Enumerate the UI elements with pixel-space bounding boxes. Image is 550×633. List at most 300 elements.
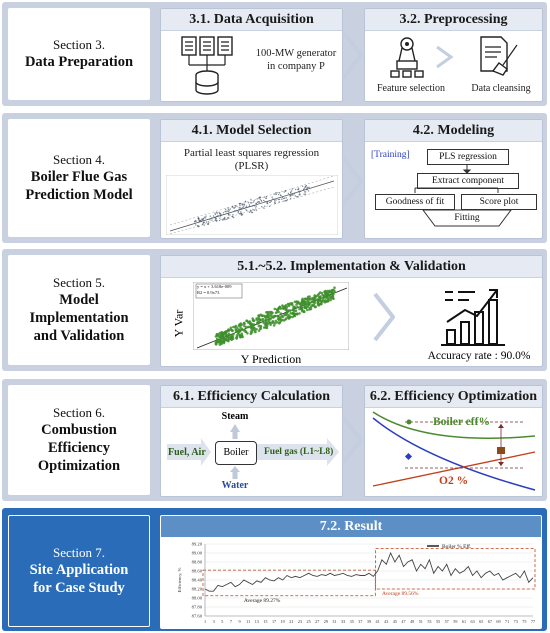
- implementation-point: [278, 322, 281, 325]
- result-x-tick: 35: [349, 619, 354, 624]
- implementation-point: [324, 293, 327, 296]
- arrow-4-icon: [341, 156, 363, 206]
- plsr-point: [242, 204, 243, 205]
- implementation-point: [220, 337, 223, 340]
- implementation-point: [258, 329, 261, 332]
- plsr-point: [209, 219, 210, 220]
- implementation-point: [246, 319, 249, 322]
- implementation-point: [215, 342, 218, 345]
- implementation-point: [249, 320, 252, 323]
- plsr-point: [232, 214, 233, 215]
- section5-title-line3: and Validation: [33, 328, 125, 344]
- plsr-point: [269, 202, 270, 203]
- plsr-point: [237, 212, 238, 213]
- result-x-tick: 37: [358, 619, 363, 624]
- model-selection-panel: [160, 119, 343, 239]
- plsr-point: [276, 192, 277, 193]
- plsr-point: [211, 219, 212, 220]
- plsr-point: [271, 196, 272, 197]
- plsr-point: [241, 213, 242, 214]
- plsr-point: [234, 210, 235, 211]
- document-cleansing-icon: [477, 33, 521, 77]
- generator-text: 100-MW generator in company P: [255, 48, 337, 72]
- result-x-tick: 45: [392, 619, 397, 624]
- implementation-point: [230, 328, 233, 331]
- plsr-point: [257, 202, 258, 203]
- plsr-point: [220, 213, 221, 214]
- plsr-point: [224, 217, 225, 218]
- result-x-tick: 33: [341, 619, 346, 624]
- fuel-gas-label: Fuel gas (L1~L8): [264, 447, 334, 457]
- plsr-point: [220, 214, 221, 215]
- plsr-point: [197, 225, 198, 226]
- plsr-point: [274, 194, 275, 195]
- implementation-point: [272, 320, 275, 323]
- section6-number: Section 6.: [53, 405, 105, 420]
- implementation-point: [331, 295, 334, 298]
- plsr-point: [239, 203, 240, 204]
- implementation-point: [311, 297, 314, 300]
- plsr-point: [302, 186, 303, 187]
- plsr-text-line1: Partial least squares regression: [183, 147, 320, 159]
- result-y-tick: 88.60: [191, 568, 202, 574]
- plsr-point: [199, 221, 200, 222]
- plsr-point: [203, 222, 204, 223]
- implementation-point: [291, 312, 294, 315]
- robot-arm-icon: [387, 35, 431, 79]
- plsr-point: [228, 209, 229, 210]
- efficiency-optimization-title: 6.2. Efficiency Optimization: [365, 386, 542, 408]
- plsr-point: [216, 218, 217, 219]
- implementation-point: [314, 305, 317, 308]
- implementation-point: [239, 335, 242, 338]
- plsr-point: [280, 194, 281, 195]
- pls-regression-box: PLS regression: [427, 149, 509, 165]
- implementation-title: 5.1.~5.2. Implementation & Validation: [161, 256, 542, 278]
- result-x-tick: 25: [306, 619, 311, 624]
- implementation-point: [278, 306, 281, 309]
- section6-title-line3: Optimization: [37, 458, 121, 474]
- implementation-point: [333, 289, 336, 292]
- water-label: Water: [221, 480, 249, 491]
- result-x-tick: 61: [461, 619, 467, 624]
- result-x-tick: 63: [470, 619, 475, 624]
- plsr-point: [275, 199, 276, 200]
- plsr-point: [300, 191, 301, 192]
- implementation-panel: [160, 255, 543, 367]
- implementation-point: [257, 314, 260, 317]
- plsr-point: [297, 189, 298, 190]
- goodness-of-fit-box: Goodness of fit: [375, 194, 455, 210]
- arrow-5-icon: [373, 292, 395, 342]
- plsr-point: [204, 217, 205, 218]
- plsr-point: [258, 197, 259, 198]
- plsr-point: [252, 205, 253, 206]
- efficiency-optimization-panel: [364, 385, 543, 497]
- plsr-point: [245, 207, 246, 208]
- implementation-point: [292, 309, 295, 312]
- implementation-point: [227, 335, 230, 338]
- implementation-point: [219, 343, 222, 346]
- plsr-point: [292, 194, 293, 195]
- plsr-point: [279, 199, 280, 200]
- implementation-point: [324, 299, 327, 302]
- implementation-point: [232, 336, 235, 339]
- plsr-point: [264, 206, 265, 207]
- implementation-point: [313, 299, 316, 302]
- result-x-tick: 23: [297, 619, 303, 624]
- result-x-tick: 5: [221, 619, 224, 624]
- plsr-point: [284, 198, 285, 199]
- plsr-point: [306, 189, 307, 190]
- plsr-point: [246, 210, 247, 211]
- section7-number: Section 7.: [53, 545, 105, 560]
- arrow-3-icon: [341, 30, 363, 80]
- plsr-point: [240, 211, 241, 212]
- plsr-point: [274, 200, 275, 201]
- result-panel: [160, 515, 542, 629]
- implementation-point: [235, 325, 238, 328]
- plsr-point: [291, 190, 292, 191]
- implementation-point: [275, 312, 278, 315]
- implementation-point: [328, 291, 331, 294]
- implementation-point: [271, 312, 274, 315]
- plsr-point: [200, 220, 201, 221]
- implementation-point: [219, 332, 222, 335]
- plsr-point: [228, 211, 229, 212]
- result-y-tick: 88.80: [191, 559, 202, 565]
- y-var-label: Y Var: [171, 309, 186, 338]
- plsr-point: [215, 214, 216, 215]
- efficiency-calculation-title: 6.1. Efficiency Calculation: [161, 386, 342, 408]
- plsr-point: [257, 198, 258, 199]
- plsr-point: [254, 210, 255, 211]
- result-x-tick: 17: [271, 619, 277, 624]
- plsr-point: [255, 207, 256, 208]
- plsr-point: [282, 197, 283, 198]
- plsr-point: [219, 220, 220, 221]
- section3-number: Section 3.: [53, 37, 105, 52]
- implementation-point: [251, 331, 254, 334]
- plsr-point: [206, 221, 207, 222]
- plsr-point: [236, 206, 237, 207]
- plsr-point: [251, 212, 252, 213]
- plsr-point: [195, 220, 196, 221]
- implementation-point: [294, 313, 297, 316]
- implementation-point: [265, 311, 268, 314]
- plsr-point: [260, 199, 261, 200]
- implementation-point: [275, 320, 278, 323]
- implementation-point: [283, 319, 286, 322]
- implementation-point: [262, 320, 265, 323]
- result-x-tick: 55: [435, 619, 441, 624]
- implementation-point: [319, 291, 322, 294]
- plsr-text: [161, 147, 342, 173]
- plsr-point: [239, 213, 240, 214]
- plsr-point: [239, 209, 240, 210]
- result-y-tick: 88.00: [191, 595, 202, 601]
- plsr-point: [290, 198, 291, 199]
- section5-title-line2: Implementation: [29, 310, 129, 326]
- plsr-point: [263, 208, 264, 209]
- result-x-tick: 59: [453, 619, 458, 624]
- plsr-point: [266, 198, 267, 199]
- plsr-point: [259, 201, 260, 202]
- plsr-point: [230, 208, 231, 209]
- plsr-point: [305, 186, 306, 187]
- score-plot-box: Score plot: [461, 194, 537, 210]
- implementation-point: [251, 324, 254, 327]
- result-x-tick: 65: [479, 619, 484, 624]
- result-x-tick: 67: [487, 619, 492, 624]
- plsr-point: [295, 195, 296, 196]
- result-x-tick: 57: [444, 619, 449, 624]
- plsr-point: [250, 202, 251, 203]
- plsr-point: [232, 206, 233, 207]
- plsr-point: [256, 203, 257, 204]
- implementation-point: [273, 324, 276, 327]
- plsr-point: [226, 219, 227, 220]
- implementation-point: [265, 319, 268, 322]
- implementation-point: [268, 321, 271, 324]
- plsr-point: [227, 210, 228, 211]
- implementation-point: [294, 301, 297, 304]
- implementation-point: [227, 328, 230, 331]
- legend-label: Boiler % Eff.: [442, 544, 472, 550]
- result-x-tick: 51: [418, 619, 423, 624]
- implementation-point: [232, 326, 235, 329]
- implementation-point: [307, 306, 310, 309]
- plsr-point: [285, 190, 286, 191]
- plsr-point: [252, 209, 253, 210]
- plsr-point: [299, 194, 300, 195]
- implementation-point: [333, 286, 336, 289]
- efficiency-calculation-panel: [160, 385, 343, 497]
- result-x-tick: 7: [229, 619, 232, 624]
- result-y-tick: 87.60: [191, 613, 202, 619]
- plsr-point: [256, 210, 257, 211]
- modeling-panel: [364, 119, 543, 239]
- plsr-point: [283, 200, 284, 201]
- result-x-tick: 75: [522, 619, 527, 624]
- plsr-point: [271, 201, 272, 202]
- implementation-point: [265, 323, 268, 326]
- implementation-point: [281, 304, 284, 307]
- plsr-point: [303, 194, 304, 195]
- implementation-point: [223, 341, 226, 344]
- implementation-point: [325, 296, 328, 299]
- plsr-point: [274, 201, 275, 202]
- plsr-point: [269, 206, 270, 207]
- plsr-point: [227, 207, 228, 208]
- steam-label: Steam: [221, 411, 249, 422]
- result-x-tick: 31: [332, 619, 337, 624]
- plsr-point: [217, 215, 218, 216]
- preprocessing-title: 3.2. Preprocessing: [365, 9, 542, 31]
- boiler-box: Boiler: [215, 441, 257, 465]
- training-label: [Training]: [371, 150, 410, 160]
- plsr-point: [279, 192, 280, 193]
- implementation-point: [266, 314, 269, 317]
- plsr-point: [290, 191, 291, 192]
- result-x-tick: 73: [513, 619, 518, 624]
- plsr-point: [239, 205, 240, 206]
- plsr-point: [214, 213, 215, 214]
- plsr-point: [198, 218, 199, 219]
- plsr-point: [303, 189, 304, 190]
- implementation-point: [285, 304, 288, 307]
- result-y-tick: 89.00: [191, 550, 202, 556]
- implementation-point: [254, 330, 257, 333]
- section4-title-line1: Boiler Flue Gas: [30, 169, 128, 185]
- plsr-point: [261, 200, 262, 201]
- implementation-point: [266, 327, 269, 330]
- implementation-point: [240, 327, 243, 330]
- plsr-point: [295, 189, 296, 190]
- boiler-eff-label: Boiler eff%: [433, 416, 490, 428]
- implementation-point: [319, 299, 322, 302]
- section7-title-line2: for Case Study: [33, 580, 125, 596]
- extract-component-box: Extract component: [417, 173, 519, 189]
- implementation-point: [291, 303, 294, 306]
- result-x-tick: 29: [323, 619, 328, 624]
- implementation-point: [307, 300, 310, 303]
- result-line-chart: [161, 538, 541, 628]
- plsr-point: [201, 219, 202, 220]
- implementation-point: [225, 331, 228, 334]
- implementation-point: [292, 305, 295, 308]
- average-before-label: Average 89.27%: [243, 597, 281, 604]
- plsr-point: [241, 208, 242, 209]
- plsr-point: [274, 202, 275, 203]
- result-x-tick: 21: [289, 619, 294, 624]
- implementation-point: [235, 337, 238, 340]
- plsr-point: [224, 211, 225, 212]
- plsr-point: [284, 191, 285, 192]
- plsr-point: [294, 193, 295, 194]
- plsr-point: [207, 223, 208, 224]
- implementation-point: [285, 317, 288, 320]
- result-y-axis-label: Efficiency, %: [177, 567, 182, 593]
- arrow-right-icon: [435, 45, 455, 69]
- implementation-point: [255, 317, 258, 320]
- arrow-6-icon: [341, 415, 363, 465]
- plsr-point: [219, 218, 220, 219]
- plsr-point: [279, 201, 280, 202]
- result-y-tick: 88.40: [191, 577, 202, 583]
- plsr-point: [264, 196, 265, 197]
- plsr-point: [210, 216, 211, 217]
- implementation-point: [318, 304, 321, 307]
- implementation-point: [296, 313, 299, 316]
- implementation-point: [319, 295, 322, 298]
- plsr-point: [305, 191, 306, 192]
- plsr-point: [235, 205, 236, 206]
- plsr-point: [308, 187, 309, 188]
- plsr-point: [297, 196, 298, 197]
- o2-label: O2 %: [439, 475, 469, 487]
- result-title: 7.2. Result: [161, 516, 541, 537]
- result-x-tick: 13: [254, 619, 259, 624]
- implementation-point: [303, 306, 306, 309]
- implementation-point: [284, 306, 287, 309]
- implementation-point: [263, 326, 266, 329]
- implementation-point: [237, 332, 240, 335]
- plsr-point: [305, 194, 306, 195]
- implementation-point: [280, 312, 283, 315]
- implementation-point: [227, 339, 230, 342]
- plsr-point: [240, 213, 241, 214]
- implementation-point: [312, 305, 315, 308]
- result-x-tick: 15: [263, 619, 268, 624]
- plsr-point: [225, 209, 226, 210]
- plsr-point: [228, 214, 229, 215]
- fuel-air-label: Fuel, Air: [168, 447, 206, 458]
- plsr-point: [291, 194, 292, 195]
- section7-title-line1: Site Application: [29, 562, 129, 578]
- plsr-point: [281, 199, 282, 200]
- plsr-point: [308, 190, 309, 191]
- plsr-point: [298, 188, 299, 189]
- plsr-point: [264, 201, 265, 202]
- model-selection-title: 4.1. Model Selection: [161, 120, 342, 142]
- bar-chart-growth-icon: [439, 284, 509, 348]
- plsr-point: [251, 202, 252, 203]
- plsr-point: [216, 212, 217, 213]
- implementation-point: [323, 295, 326, 298]
- implementation-point: [327, 300, 330, 303]
- section5-title-line1: Model: [59, 292, 99, 308]
- plsr-point: [272, 198, 273, 199]
- data-acquisition-title: 3.1. Data Acquisition: [161, 9, 342, 31]
- section3-label: [8, 8, 150, 100]
- plsr-point: [236, 210, 237, 211]
- implementation-point: [301, 310, 304, 313]
- data-acquisition-panel: [160, 8, 343, 102]
- result-x-tick: 27: [315, 619, 320, 624]
- plsr-point: [263, 200, 264, 201]
- result-y-tick: 88.20: [191, 586, 202, 592]
- yvar-label-wrap: [169, 296, 189, 352]
- plsr-text-line2: (PLSR): [234, 160, 269, 172]
- implementation-point: [243, 325, 246, 328]
- plsr-point: [267, 201, 268, 202]
- implementation-point: [298, 312, 301, 315]
- implementation-point: [329, 299, 332, 302]
- implementation-point: [302, 303, 305, 306]
- plsr-point: [290, 195, 291, 196]
- database-servers-icon: [179, 35, 241, 97]
- implementation-point: [286, 312, 289, 315]
- section4-label: [8, 119, 150, 237]
- plsr-point: [213, 215, 214, 216]
- plsr-point: [202, 224, 203, 225]
- implementation-point: [270, 314, 273, 317]
- plsr-point: [229, 214, 230, 215]
- result-y-tick: 87.80: [191, 604, 202, 610]
- plsr-point: [254, 205, 255, 206]
- implementation-point: [330, 291, 333, 294]
- result-y-tick: 89.20: [191, 541, 202, 547]
- implementation-point: [244, 331, 247, 334]
- plsr-point: [244, 204, 245, 205]
- result-x-tick: 49: [410, 619, 415, 624]
- regression-legend: [197, 284, 231, 296]
- result-x-tick: 53: [427, 619, 432, 624]
- implementation-point: [304, 297, 307, 300]
- implementation-point: [298, 303, 301, 306]
- implementation-point: [307, 303, 310, 306]
